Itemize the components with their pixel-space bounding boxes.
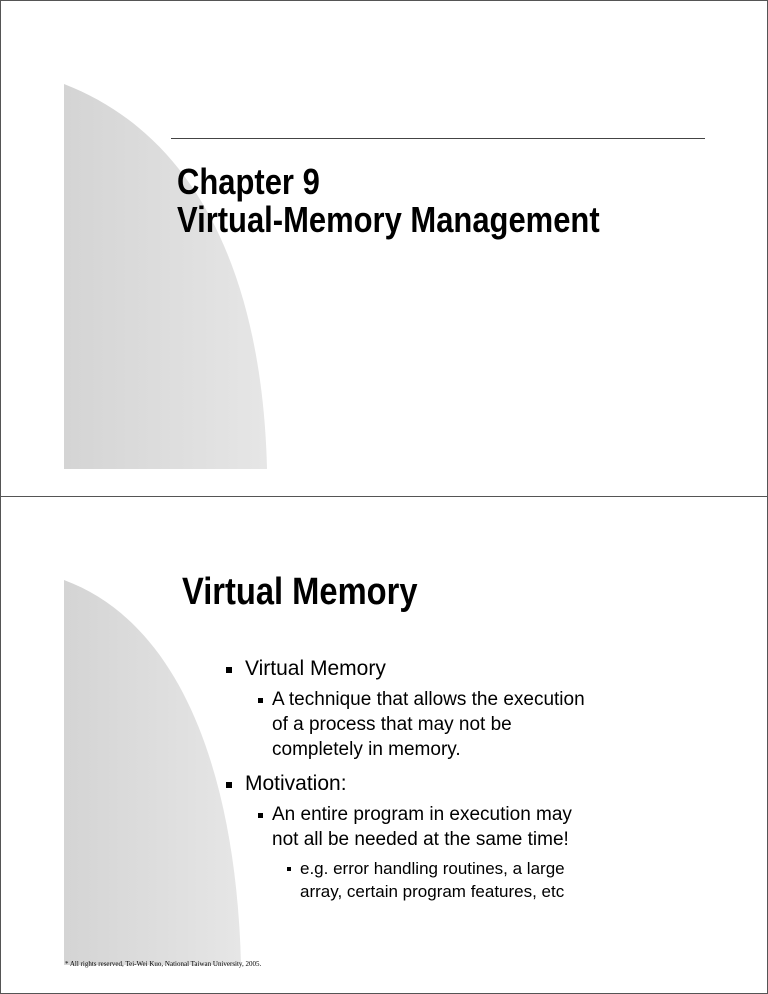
- bullet-examples-line2: array, certain program features, etc: [300, 882, 565, 901]
- copyright-footer: * All rights reserved, Tei-Wei Kuo, National Taiwan University, 2005.: [65, 960, 262, 968]
- square-bullet-icon: [258, 813, 263, 818]
- square-bullet-icon: [258, 698, 263, 703]
- bullet-entire-program: An entire program in execution may: [272, 804, 572, 825]
- bullet-technique-line2: of a process that may not be: [272, 714, 512, 735]
- bullet-technique-line3: completely in memory.: [272, 739, 461, 760]
- bullet-virtual-memory: Virtual Memory: [245, 657, 386, 680]
- slide-title: Virtual Memory: [182, 571, 418, 613]
- bullet-examples: e.g. error handling routines, a large: [300, 859, 565, 878]
- slide-virtual-memory: [0, 496, 768, 994]
- chapter-number: Chapter 9: [177, 161, 320, 202]
- square-bullet-icon: [226, 667, 232, 673]
- decorative-quarter-arc: [1, 1, 767, 496]
- square-bullet-icon: [287, 867, 291, 871]
- square-bullet-icon: [226, 782, 232, 788]
- bullet-technique: A technique that allows the execution: [272, 689, 585, 710]
- chapter-name: Virtual-Memory Management: [177, 199, 600, 240]
- title-rule: [171, 138, 705, 139]
- bullet-entire-program-line2: not all be needed at the same time!: [272, 829, 569, 850]
- bullet-motivation: Motivation:: [245, 772, 347, 795]
- chapter-title: [177, 163, 600, 239]
